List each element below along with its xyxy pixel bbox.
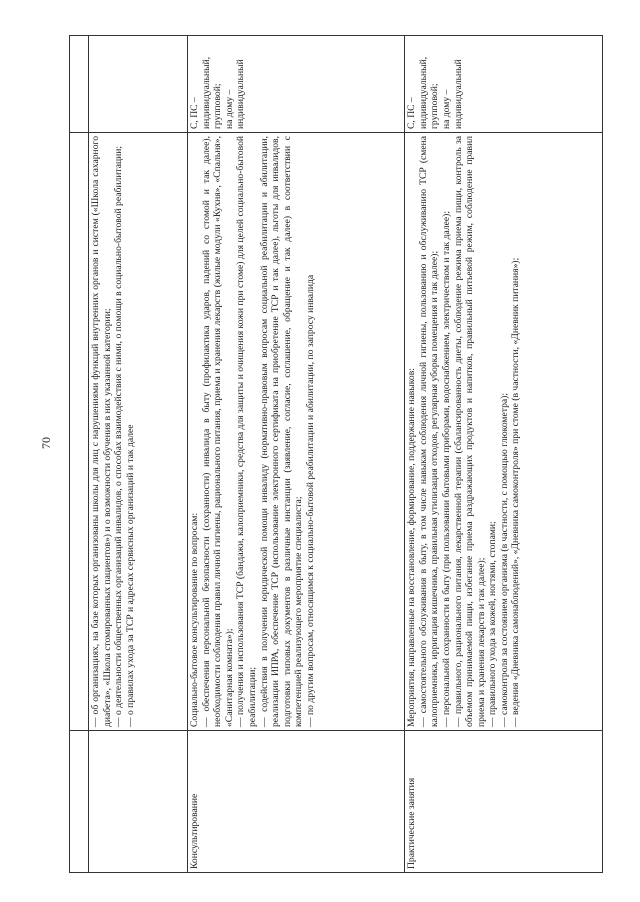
form-line: на дому – [440, 89, 452, 129]
activity-name-cell: Консультирование [188, 731, 405, 873]
activity-content-cell [89, 133, 188, 731]
form-line: индивидуальный [452, 59, 464, 129]
table-row [89, 36, 188, 873]
content-line: — обеспечения персональной безопасности (сохранности) инвалида в быту (профилактика ударов, падений со стомой и так далее), необходимости соблюдения правил личной гигиены, рационального питания, приема и хранения лекарств (жилые модули «Кухня», «Спальня», «Санитарная комната»); [200, 136, 235, 727]
content-line: — самостоятельного обслуживания в быту, в том числе навыкам соблюдения личной гигиены, пользованию и обслуживанию ТСР (смена калоприемника, ирригация кишечника, правильная утилизация отходов, регулярная уборка помещения и так далее); [417, 136, 441, 727]
content-line: — правильного, рационального питания, лекарственной терапии (сбалансированность диеты, соблюдение режима приема пищи, контроль за объемом принимаемой пищи, избегание приема раздражающих продуктов и напитков, правильный питьевой режим, соблюдение правил приема и хранения лекарств и так далее); [452, 136, 487, 727]
activity-name-cell [89, 731, 188, 873]
table-row [188, 36, 405, 873]
content-line: — самоконтроля за состоянием организма (в частности, с помощью глюкометра); [498, 393, 510, 727]
form-line: индивидуальный [235, 59, 247, 129]
form-line: С, ПС – [406, 97, 418, 129]
form-line: групповой; [429, 83, 441, 129]
blank-cell [70, 36, 89, 133]
form-line: С, ПС – [189, 97, 200, 129]
form-line: на дому – [223, 89, 235, 129]
activity-form-cell [188, 36, 405, 133]
table-row [405, 36, 603, 873]
page-number: 70 [39, 437, 53, 449]
content-line: Мероприятия, направленные на восстановление, формирование, поддержание навыков: [406, 368, 418, 727]
blank-cell [70, 731, 89, 873]
activity-content-cell [405, 133, 603, 731]
activity-name-cell: Практические занятия [405, 731, 603, 873]
content-line: — о деятельности общественных организаций инвалидов, о способах взаимодействия с ними, о помощи в социально-бытовой реабилитации; [113, 145, 125, 727]
content-line: Социально-бытовое консультирование по вопросам: [189, 512, 200, 727]
content-line: — о правилах ухода за ТСР и адресах сервисных организаций и так далее [124, 424, 136, 727]
blank-cell [70, 133, 89, 731]
content-line: — по другим вопросам, относящимся к социально-бытовой реабилитации и абилитации, по запросу инвалида [304, 274, 316, 727]
content-line: — правильного ухода за кожей, ногтями, стопами; [487, 521, 499, 727]
activity-form-cell [89, 36, 188, 133]
rotated-page-content [69, 35, 603, 873]
form-line: индивидуальный, [417, 56, 429, 129]
content-line: — получения и использования ТСР (бандажи, калоприемники, средства для защиты и очищения кожи при стоме) для целей социально-бытовой реабилитации; [235, 136, 258, 727]
form-line: индивидуальный, [200, 56, 212, 129]
activity-content-cell [188, 133, 405, 731]
form-line: групповой; [212, 83, 224, 129]
activity-form-cell [405, 36, 603, 133]
rehabilitation-table [69, 35, 603, 873]
content-line: — персональной сохранности в быту (при пользовании бытовыми приборами, водоснабжением, электричеством и так далее); [440, 211, 452, 727]
content-line: — ведения «Дневника самонаблюдений», «Дневника самоконтроля» при стоме (в частности, «Дневник питания»); [510, 257, 522, 727]
table-row-header-blank [70, 36, 89, 873]
content-line: — содействия в получении юридической помощи инвалиду (нормативно-правовым вопросам социальной реабилитации и абилитации, реализации ИПРА, обеспечение ТСР (использование электронного сертификата на приобретение ТСР и так далее), льготы для инвалидов, подготовки типовых документов в различные инстанции (заявление, согласие, соглашение, обращение и так далее) в соответствии с компетенцией реализующего мероприятие специалиста; [258, 136, 305, 727]
content-line: — об организациях, на базе которых организованы школы для лиц с нарушениями функций внутренних органов и систем («Школа сахарного диабета», «Школа стомированных пациентов») и о возможности обучения в них указанной категории; [90, 136, 113, 727]
